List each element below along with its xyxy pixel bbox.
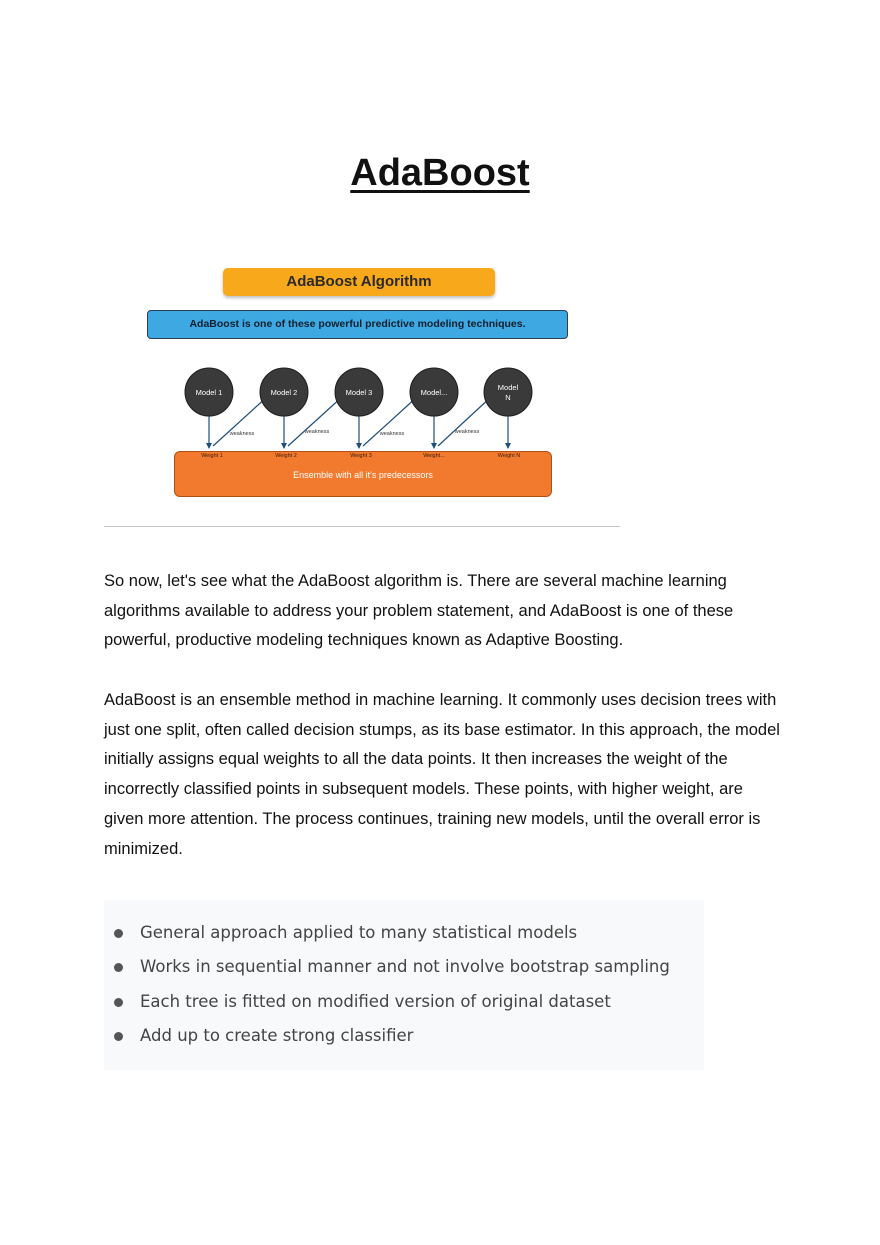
bullet-item [104,918,704,952]
diagram-title: AdaBoost Algorithm [223,268,495,296]
bullet-text: General approach applied to many statistical models [140,923,578,942]
bullet-dot [114,1032,123,1041]
bullet-item [104,987,704,1021]
model-label: Model 2 [270,388,298,397]
paragraph-ensemble: AdaBoost is an ensemble method in machine learning. It commonly uses decision trees with just one split, often called decision stumps, as its base estimator. In this approach, the model initially assigns equal weights to all the data points. It then increases the weight of the incorrectly classified points in subsequent models. These points, with higher weight, are given more attention. The process continues, training new models, until the overall error is minimized. [104,691,780,858]
model-label: Model... [420,388,448,397]
diagram-divider [104,526,620,527]
weakness-label: weakness [379,431,405,437]
ensemble-label: Ensemble with all it's predecessors [293,470,433,480]
bullet-text: Add up to create strong classifier [140,1025,414,1045]
weight-label: Weight... [423,453,445,459]
weight-label: Weight N [497,453,521,459]
weight-label: Weight 3 [350,453,372,459]
bullet-item [104,952,704,986]
page-title: AdaBoost [350,152,530,194]
bullet-dot [114,929,123,938]
bullet-list [104,900,704,1070]
diagram-subtitle: AdaBoost is one of these powerful predictive modeling techniques. [147,310,568,339]
bullet-text: Each tree is fitted on modified version of original dataset [140,991,611,1011]
weight-label: Weight 2 [275,453,297,459]
model-label: N [505,393,511,402]
diagram-flow [104,258,624,530]
bullet-text: Works in sequential manner and not involve bootstrap sampling [140,957,670,977]
adaboost-diagram [104,258,624,530]
weakness-label: weakness [454,429,480,435]
weight-label: Weight 1 [201,453,223,459]
model-label: Model 1 [195,388,223,397]
weakness-label: weakness [304,429,330,435]
model-label: Model [497,383,519,392]
model-label: Model 3 [345,388,373,397]
bullet-dot [114,998,123,1007]
model-circle [484,368,532,416]
paragraph-intro: So now, let's see what the AdaBoost algorithm is. There are several machine learning algorithms available to address your problem statement, and AdaBoost is one of these powerful, productive modeling techniques known as Adaptive Boosting. [104,572,734,650]
weakness-label: weakness [229,431,255,437]
bullet-item [104,1021,704,1055]
bullet-dot [114,963,123,972]
